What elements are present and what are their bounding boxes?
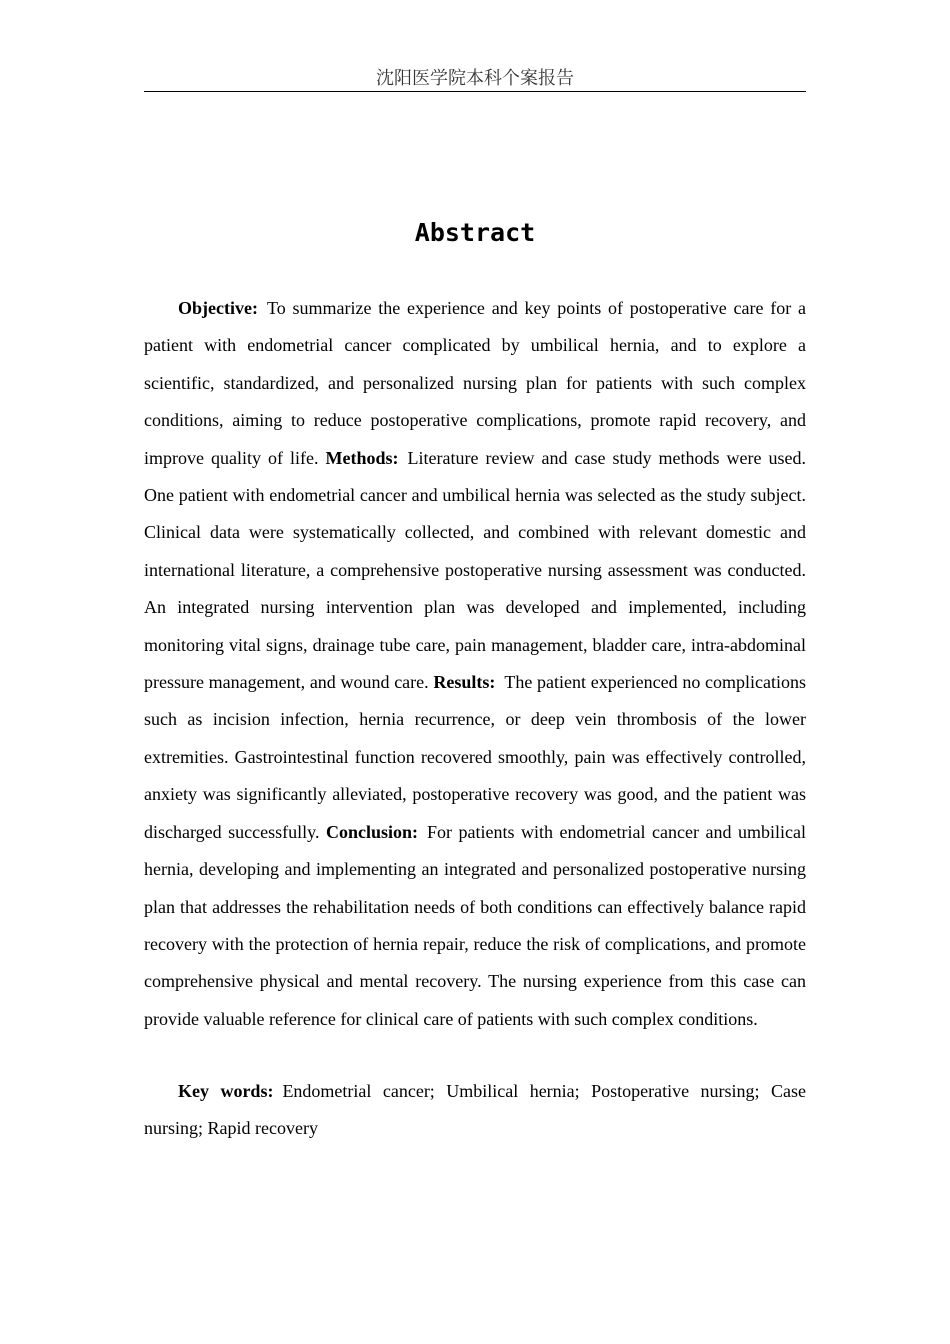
running-header-text: 沈阳医学院本科个案报告 [376,68,574,89]
abstract-body [144,290,806,1038]
objective-label: Objective: [178,298,258,318]
keywords-label: Key words: [178,1081,274,1101]
methods-label: Methods: [325,447,399,468]
objective-text: To summarize the experience and key points of postoperative care for a patient with endometrial cancer complicated by umbilical hernia, and to explore a scientific, standardized, and personalized nursing plan for patients with such complex conditions, aiming to reduce postoperative complications, promote rapid recovery, and improve quality of life. [144,298,806,468]
keywords-paragraph [144,1073,806,1148]
conclusion-text: For patients with endometrial cancer and umbilical hernia, developing and implementing an integrated and personalized postoperative nursing plan that addresses the rehabilitation needs of both conditions can effectively balance rapid recovery with the protection of hernia repair, reduce the risk of complications, and promote comprehensive physical and mental recovery. The nursing experience from this case can provide valuable reference for clinical care of patients with such complex conditions. [144,821,806,1029]
abstract-title: Abstract [414,218,536,247]
results-text: The patient experienced no complications such as incision infection, hernia recurrence, or deep vein thrombosis of the lower extremities. Gastrointestinal function recovered smoothly, pain was effectively controlled, anxiety was significantly alleviated, postoperative recovery was good, and the patient was discharged successfully. [144,672,807,842]
results-label: Results: [433,672,496,693]
conclusion-label: Conclusion: [325,821,419,842]
keywords-text: Endometrial cancer; Umbilical hernia; Postoperative nursing; Case nursing; Rapid recovery [144,1081,806,1139]
methods-text: Literature review and case study methods were used. One patient with endometrial cancer and umbilical hernia was selected as the study subject. Clinical data were systematically collected, and combined with relevant domestic and international literature, a comprehensive postoperative nursing assessment was conducted. An integrated nursing intervention plan was developed and implemented, including monitoring vital signs, drainage tube care, pain management, bladder care, intra-abdominal pressure management, and wound care. [144,447,806,693]
running-header [144,66,806,92]
